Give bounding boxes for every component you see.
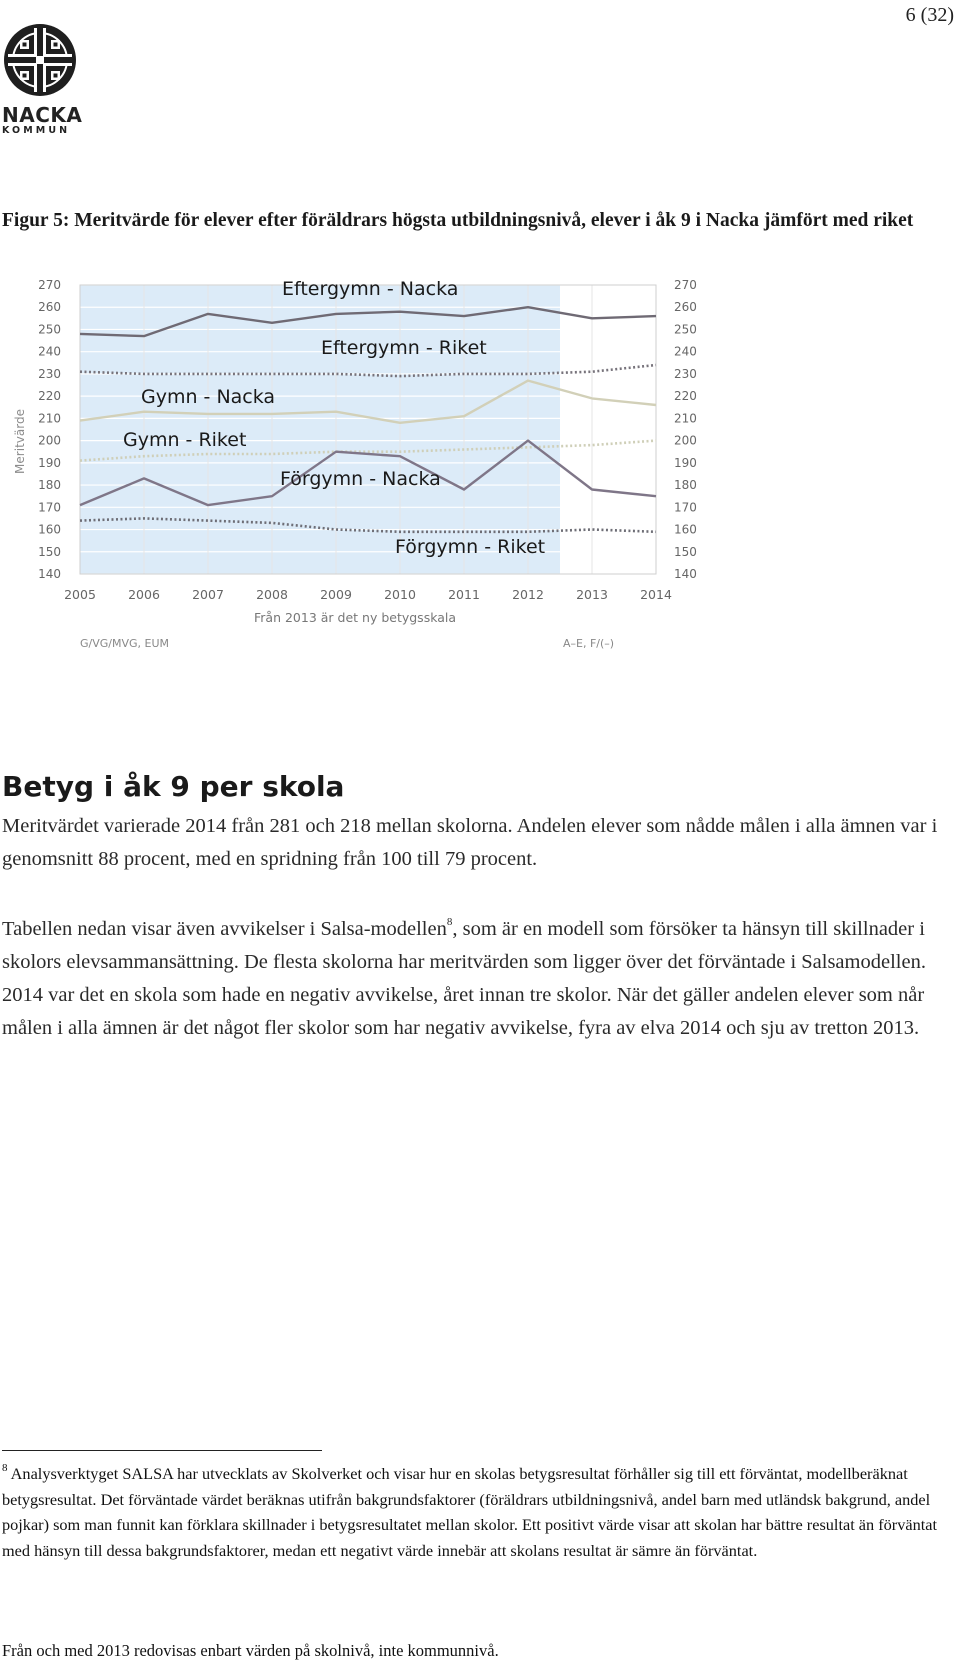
- line-chart: [0, 265, 960, 685]
- y-tick-label-left: 230: [38, 366, 61, 381]
- series-label-2: Gymn - Nacka: [141, 386, 276, 408]
- x-axis-label: Från 2013 är det ny betygsskala: [254, 610, 457, 625]
- paragraph-2-text-b: , som är en modell som försöker ta hänsyn till skillnader i skolors elevsammansättning. De flesta skolorna har meritvärden som ligger över det förväntade i Salsamodellen. 2014 var det en skola som hade en negativ avvikelse, året innan tre skolor. När det gäller andelen elever som når målen i alla ämnen är det något fler skolor som har negativ avvikelse, fyra av elva 2014 och sju av tretton 2013.: [2, 918, 926, 1039]
- nacka-kommun-logo: [2, 22, 82, 136]
- y-tick-label-right: 260: [674, 300, 697, 315]
- y-tick-label-left: 270: [38, 278, 61, 292]
- y-tick-label-right: 170: [674, 500, 697, 515]
- y-tick-label-left: 190: [38, 455, 61, 470]
- y-tick-label-left: 150: [38, 544, 61, 559]
- y-tick-label-left: 170: [38, 500, 61, 515]
- x-tick-label: 2012: [512, 587, 544, 602]
- x-tick-label: 2014: [640, 587, 672, 602]
- logo-subname: KOMMUN: [2, 125, 71, 136]
- figure-caption: Figur 5: Meritvärde för elever efter föräldrars högsta utbildningsnivå, elever i åk 9 i Nacka jämfört med riket: [2, 210, 914, 231]
- nacka-emblem-icon: [2, 22, 78, 98]
- y-tick-label-right: 270: [674, 278, 697, 292]
- y-tick-label-left: 140: [38, 567, 61, 581]
- y-tick-label-right: 200: [674, 433, 697, 448]
- footnote-divider: [2, 1450, 322, 1451]
- y-tick-label-left: 160: [38, 522, 61, 537]
- scale-note-left: G/VG/MVG, EUM: [80, 637, 170, 650]
- series-label-1: Eftergymn - Riket: [321, 337, 487, 359]
- y-tick-label-right: 140: [674, 567, 697, 581]
- x-tick-label: 2013: [576, 587, 608, 602]
- x-tick-label: 2005: [64, 587, 96, 602]
- series-label-5: Förgymn - Riket: [395, 536, 546, 558]
- y-tick-label-left: 220: [38, 389, 61, 404]
- y-tick-label-right: 210: [674, 411, 697, 426]
- x-tick-label: 2009: [320, 587, 352, 602]
- x-tick-label: 2006: [128, 587, 160, 602]
- footnote-ref: 8: [446, 916, 453, 929]
- series-label-4: Förgymn - Nacka: [280, 468, 441, 490]
- y-tick-label-right: 250: [674, 322, 697, 337]
- paragraph-1: Meritvärdet varierade 2014 från 281 och 218 mellan skolorna. Andelen elever som nådde målen i alla ämnen var i genomsnitt 88 procent, med en spridning från 100 till 79 procent.: [2, 815, 938, 870]
- series-label-0: Eftergymn - Nacka: [282, 278, 459, 300]
- y-tick-label-right: 150: [674, 544, 697, 559]
- y-tick-label-left: 250: [38, 322, 61, 337]
- paragraph-2-text-a: Tabellen nedan visar även avvikelser i Salsa-modellen: [2, 918, 447, 940]
- y-tick-label-left: 210: [38, 411, 61, 426]
- paragraph-2: [2, 913, 952, 1045]
- y-axis-label: Meritvärde: [13, 409, 27, 474]
- x-tick-label: 2011: [448, 587, 480, 602]
- y-tick-label-right: 160: [674, 522, 697, 537]
- section-heading: Betyg i åk 9 per skola: [2, 770, 345, 803]
- y-tick-label-right: 240: [674, 344, 697, 359]
- footnote: [2, 1461, 957, 1563]
- x-tick-label: 2008: [256, 587, 288, 602]
- x-tick-label: 2007: [192, 587, 224, 602]
- y-tick-label-right: 220: [674, 389, 697, 404]
- page-number: 6 (32): [905, 4, 954, 26]
- x-tick-label: 2010: [384, 587, 416, 602]
- series-label-3: Gymn - Riket: [123, 429, 247, 451]
- y-tick-label-left: 240: [38, 344, 61, 359]
- closing-note: Från och med 2013 redovisas enbart värden på skolnivå, inte kommunnivå.: [2, 1641, 499, 1660]
- y-tick-label-right: 230: [674, 366, 697, 381]
- y-tick-label-right: 180: [674, 478, 697, 493]
- y-tick-label-left: 180: [38, 478, 61, 493]
- y-tick-label-left: 260: [38, 300, 61, 315]
- scale-note-right: A–E, F/(–): [563, 637, 615, 650]
- logo-name: NACKA: [2, 103, 83, 127]
- y-tick-label-left: 200: [38, 433, 61, 448]
- unshaded-period: [560, 285, 656, 574]
- footnote-text: Analysverktyget SALSA har utvecklats av Skolverket och visar hur en skolas betygsresultat förhåller sig till ett förväntat, modellberäknat betygsresultat. Det förväntade värdet beräknas utifrån bakgrundsfaktorer (föräldrars utbildningsnivå, andel barn med utländsk bakgrund, andel pojkar) som man funnit kan förklara skillnader i betygsresultatet mellan skolor. Ett positivt värde visar att skolan har bättre resultat än förväntat med hänsyn till dessa bakgrundsfaktorer, medan ett negativt värde innebär att skolans resultat är sämre än förväntat.: [2, 1464, 938, 1560]
- y-tick-label-right: 190: [674, 455, 697, 470]
- footnote-marker: 8: [2, 1461, 8, 1474]
